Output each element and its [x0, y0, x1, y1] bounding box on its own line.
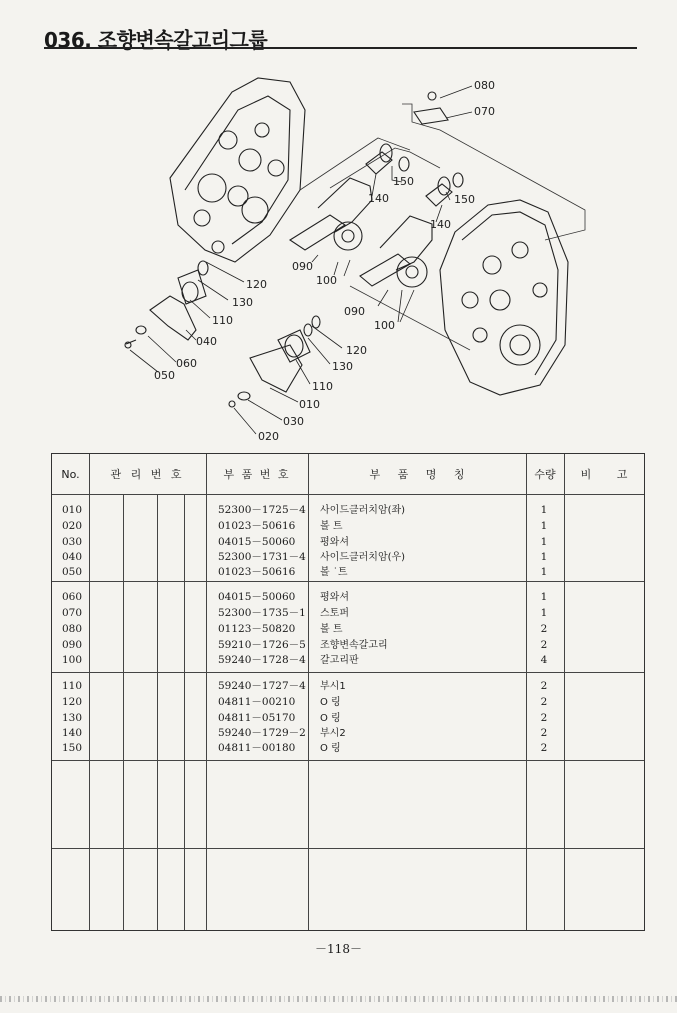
- table-row: [52, 535, 644, 551]
- row-no: 060: [62, 591, 83, 603]
- callout-label: 090: [344, 305, 365, 318]
- row-no: 130: [62, 712, 83, 724]
- row-no: 050: [62, 566, 83, 578]
- row-qty: 2: [540, 712, 548, 724]
- callout-label: 030: [283, 415, 304, 428]
- table-row: [52, 519, 644, 535]
- table-row: [52, 726, 644, 742]
- row-part-name: 볼 ˙트: [320, 567, 348, 578]
- row-qty: 1: [540, 566, 548, 578]
- table-row: [52, 679, 644, 695]
- row-qty: 2: [540, 696, 548, 708]
- row-qty: 2: [540, 680, 548, 692]
- callout-label: 080: [474, 79, 495, 92]
- row-no: 120: [62, 696, 83, 708]
- row-part-name: 조향변속갈고리: [320, 640, 388, 651]
- row-no: 080: [62, 623, 83, 635]
- callout-label: 120: [346, 344, 367, 357]
- row-part-name: 볼 트: [320, 521, 343, 532]
- row-part-no: 04811－00210: [218, 696, 296, 708]
- header-part-no: 부 품 번 호: [223, 468, 291, 481]
- row-part-name: 갈고리판: [320, 655, 359, 666]
- row-part-name: O 링: [320, 743, 341, 754]
- table-row: [52, 565, 644, 581]
- row-no: 020: [62, 520, 83, 532]
- callout-label: 130: [232, 296, 253, 309]
- row-part-name: 평와셔: [320, 537, 349, 548]
- callout-label: 140: [368, 192, 389, 205]
- row-divider: [52, 760, 644, 761]
- table-row: [52, 590, 644, 606]
- row-part-no: 01123－50820: [218, 623, 296, 635]
- table-row: [52, 653, 644, 669]
- callout-label: 040: [196, 335, 217, 348]
- row-part-no: 52300－1725－4: [218, 504, 306, 516]
- row-divider: [52, 581, 644, 582]
- table-row: [52, 711, 644, 727]
- row-part-name: 스토퍼: [320, 608, 349, 619]
- row-part-name: O 링: [320, 697, 341, 708]
- row-qty: 2: [540, 639, 548, 651]
- table-row: [52, 695, 644, 711]
- right-case-housing: [440, 200, 568, 395]
- callout-label: 140: [430, 218, 451, 231]
- row-divider: [52, 848, 644, 849]
- callout-label: 020: [258, 430, 279, 443]
- title-rule: [44, 47, 637, 49]
- header-mgmt-no: 관 리 번 호: [110, 468, 185, 481]
- callout-label: 060: [176, 357, 197, 370]
- table-row: [52, 550, 644, 566]
- scan-noise-strip: [0, 996, 677, 1002]
- table-row: [52, 503, 644, 519]
- callout-label: 120: [246, 278, 267, 291]
- table-row: [52, 622, 644, 638]
- row-part-name: 평와셔: [320, 592, 349, 603]
- page-number: －118－: [315, 942, 362, 956]
- row-no: 040: [62, 551, 83, 563]
- left-case-housing: [170, 78, 305, 262]
- header-no: No.: [61, 467, 80, 481]
- table-row: [52, 638, 644, 654]
- callout-label: 070: [474, 105, 495, 118]
- row-part-no: 04811－05170: [218, 712, 296, 724]
- row-part-no: 04811－00180: [218, 742, 296, 754]
- row-qty: 4: [540, 654, 548, 666]
- row-no: 030: [62, 536, 83, 548]
- page-title: 036. 조향변속갈고리그룹: [44, 27, 268, 53]
- callout-label: 150: [454, 193, 475, 206]
- row-no: 090: [62, 639, 83, 651]
- row-no: 010: [62, 504, 83, 516]
- callout-label: 150: [393, 175, 414, 188]
- row-part-name: O 링: [320, 713, 341, 724]
- row-part-no: 52300－1735－1: [218, 607, 306, 619]
- callout-label: 090: [292, 260, 313, 273]
- row-qty: 2: [540, 727, 548, 739]
- row-part-no: 59240－1729－2: [218, 727, 306, 739]
- row-no: 140: [62, 727, 83, 739]
- callout-label: 110: [312, 380, 333, 393]
- row-qty: 2: [540, 742, 548, 754]
- row-qty: 1: [540, 520, 548, 532]
- row-part-no: 52300－1731－4: [218, 551, 306, 563]
- row-part-name: 사이드클러치암(좌): [320, 505, 406, 516]
- callout-label: 010: [299, 398, 320, 411]
- row-part-no: 59210－1726－5: [218, 639, 306, 651]
- row-part-no: 01023－50616: [218, 520, 296, 532]
- callout-label: 130: [332, 360, 353, 373]
- table-row: [52, 741, 644, 757]
- row-part-no: 59240－1728－4: [218, 654, 306, 666]
- row-part-no: 59240－1727－4: [218, 680, 306, 692]
- row-no: 100: [62, 654, 83, 666]
- callout-label: 110: [212, 314, 233, 327]
- row-qty: 1: [540, 551, 548, 563]
- row-part-no: 04015－50060: [218, 536, 296, 548]
- header-qty: 수량: [534, 468, 556, 481]
- row-qty: 1: [540, 536, 548, 548]
- header-part-name: 부 품 명 칭: [369, 468, 465, 481]
- row-part-name: 부시1: [320, 681, 346, 692]
- callout-label: 100: [374, 319, 395, 332]
- exploded-parts-diagram: [0, 55, 677, 450]
- callout-label: 100: [316, 274, 337, 287]
- parts-table: [51, 453, 645, 931]
- row-part-name: 부시2: [320, 728, 346, 739]
- callout-label: 050: [154, 369, 175, 382]
- header-remarks: 비 고: [580, 468, 628, 481]
- row-qty: 1: [540, 607, 548, 619]
- table-row: [52, 606, 644, 622]
- row-part-name: 볼 트: [320, 624, 343, 635]
- row-part-no: 01023－50616: [218, 566, 296, 578]
- row-qty: 1: [540, 504, 548, 516]
- row-qty: 1: [540, 591, 548, 603]
- row-part-no: 04015－50060: [218, 591, 296, 603]
- row-part-name: 사이드클러치암(우): [320, 552, 406, 563]
- row-no: 070: [62, 607, 83, 619]
- row-no: 150: [62, 742, 83, 754]
- row-no: 110: [62, 680, 83, 692]
- row-qty: 2: [540, 623, 548, 635]
- row-divider: [52, 672, 644, 673]
- row-divider: [52, 494, 644, 495]
